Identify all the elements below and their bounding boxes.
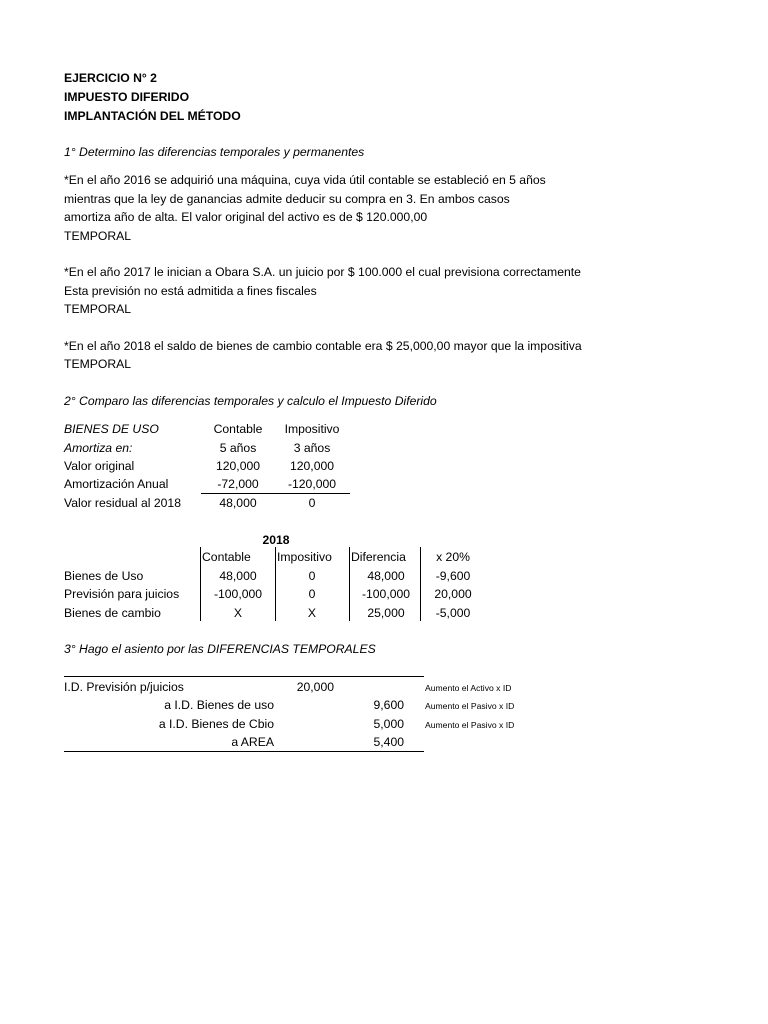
- journal-note: Aumento el Pasivo x ID: [425, 701, 515, 711]
- journal-top-rule: [64, 676, 424, 677]
- exercise-title: EJERCICIO N° 2: [64, 71, 157, 85]
- bienes-row-label: Amortización Anual: [64, 477, 169, 491]
- table-2018-cell-tasa: -5,000: [435, 606, 471, 620]
- journal-note: Aumento el Activo x ID: [425, 683, 512, 693]
- item1-type: TEMPORAL: [64, 229, 132, 243]
- table-2018-year: 2018: [262, 533, 290, 547]
- journal-account: I.D. Previsión p/juicios: [64, 680, 184, 694]
- journal-haber: 9,600: [373, 698, 404, 712]
- bienes-row-impositivo: 120,000: [289, 459, 335, 473]
- journal-debe: 20,000: [296, 680, 334, 694]
- item3-type: TEMPORAL: [64, 357, 132, 371]
- bienes-row-contable: -72,000: [217, 477, 259, 491]
- table-2018-cell-diferencia: 48,000: [367, 569, 405, 583]
- item3-line1: *En el año 2018 el saldo de bienes de cambio contable era $ 25,000,00 mayor que la impositiva: [64, 339, 582, 353]
- table-2018-row-label: Previsión para juicios: [64, 587, 180, 601]
- table-2018-header-impositivo: Impositivo: [277, 550, 332, 564]
- item1-line3: amortiza año de alta. El valor original del activo es de $ 120.000,00: [64, 210, 428, 224]
- table-2018-cell-impositivo: X: [307, 606, 317, 620]
- table-2018-cell-diferencia: -100,000: [361, 587, 411, 601]
- table-2018-header-tasa: x 20%: [436, 550, 470, 564]
- bienes-table-title: BIENES DE USO: [64, 422, 159, 436]
- exercise-method: IMPLANTACIÓN DEL MÉTODO: [64, 109, 241, 123]
- item2-type: TEMPORAL: [64, 302, 132, 316]
- table-2018-header-contable: Contable: [202, 550, 251, 564]
- step3-title: 3° Hago el asiento por las DIFERENCIAS TEMPORALES: [64, 642, 376, 656]
- table-2018-cell-contable: -100,000: [213, 587, 263, 601]
- col-divider: [200, 547, 201, 621]
- table-2018-cell-tasa: -9,600: [435, 569, 471, 583]
- table-2018-cell-impositivo: 0: [308, 587, 316, 601]
- item1-line1: *En el año 2016 se adquirió una máquina, cuya vida útil contable se estableció en 5 años: [64, 173, 546, 187]
- bienes-header-contable: Contable: [213, 422, 263, 436]
- journal-bottom-rule: [64, 751, 424, 752]
- step1-title: 1° Determino las diferencias temporales y permanentes: [64, 145, 365, 159]
- step2-title: 2° Comparo las diferencias temporales y calculo el Impuesto Diferido: [64, 394, 437, 408]
- bienes-row-impositivo: -120,000: [287, 477, 337, 491]
- journal-account: a I.D. Bienes de uso: [164, 698, 274, 712]
- journal-account: a AREA: [231, 735, 274, 749]
- col-divider: [275, 547, 276, 621]
- col-divider: [349, 547, 350, 621]
- bienes-row-label: Amortiza en:: [64, 441, 133, 455]
- bienes-row-label: Valor residual al 2018: [64, 496, 181, 510]
- bienes-row-impositivo: 3 años: [293, 441, 331, 455]
- bienes-row-contable: 120,000: [215, 459, 261, 473]
- bienes-row-impositivo: 0: [308, 496, 316, 510]
- table-2018-cell-contable: 48,000: [219, 569, 257, 583]
- table-2018-header-diferencia: Diferencia: [351, 550, 406, 564]
- item2-line1: *En el año 2017 le inician a Obara S.A. un juicio por $ 100.000 el cual previsiona correctamente: [64, 265, 581, 279]
- journal-account: a I.D. Bienes de Cbio: [158, 717, 274, 731]
- table-2018-cell-contable: X: [233, 606, 243, 620]
- journal-note: Aumento el Pasivo x ID: [425, 720, 515, 730]
- bienes-row-contable: 48,000: [219, 496, 257, 510]
- bienes-row-label: Valor original: [64, 459, 135, 473]
- table-2018-cell-tasa: 20,000: [434, 587, 472, 601]
- exercise-subtitle: IMPUESTO DIFERIDO: [64, 90, 190, 104]
- table-2018-row-label: Bienes de Uso: [64, 569, 144, 583]
- item2-line2: Esta previsión no está admitida a fines fiscales: [64, 284, 317, 298]
- bienes-header-impositivo: Impositivo: [284, 422, 340, 436]
- journal-haber: 5,400: [373, 735, 404, 749]
- journal-haber: 5,000: [373, 717, 404, 731]
- item1-line2: mientras que la ley de ganancias admite deducir su compra en 3. En ambos casos: [64, 192, 510, 206]
- bienes-row-contable: 5 años: [219, 441, 257, 455]
- table-2018-cell-diferencia: 25,000: [367, 606, 405, 620]
- table-2018-cell-impositivo: 0: [308, 569, 316, 583]
- table-2018-row-label: Bienes de cambio: [64, 606, 161, 620]
